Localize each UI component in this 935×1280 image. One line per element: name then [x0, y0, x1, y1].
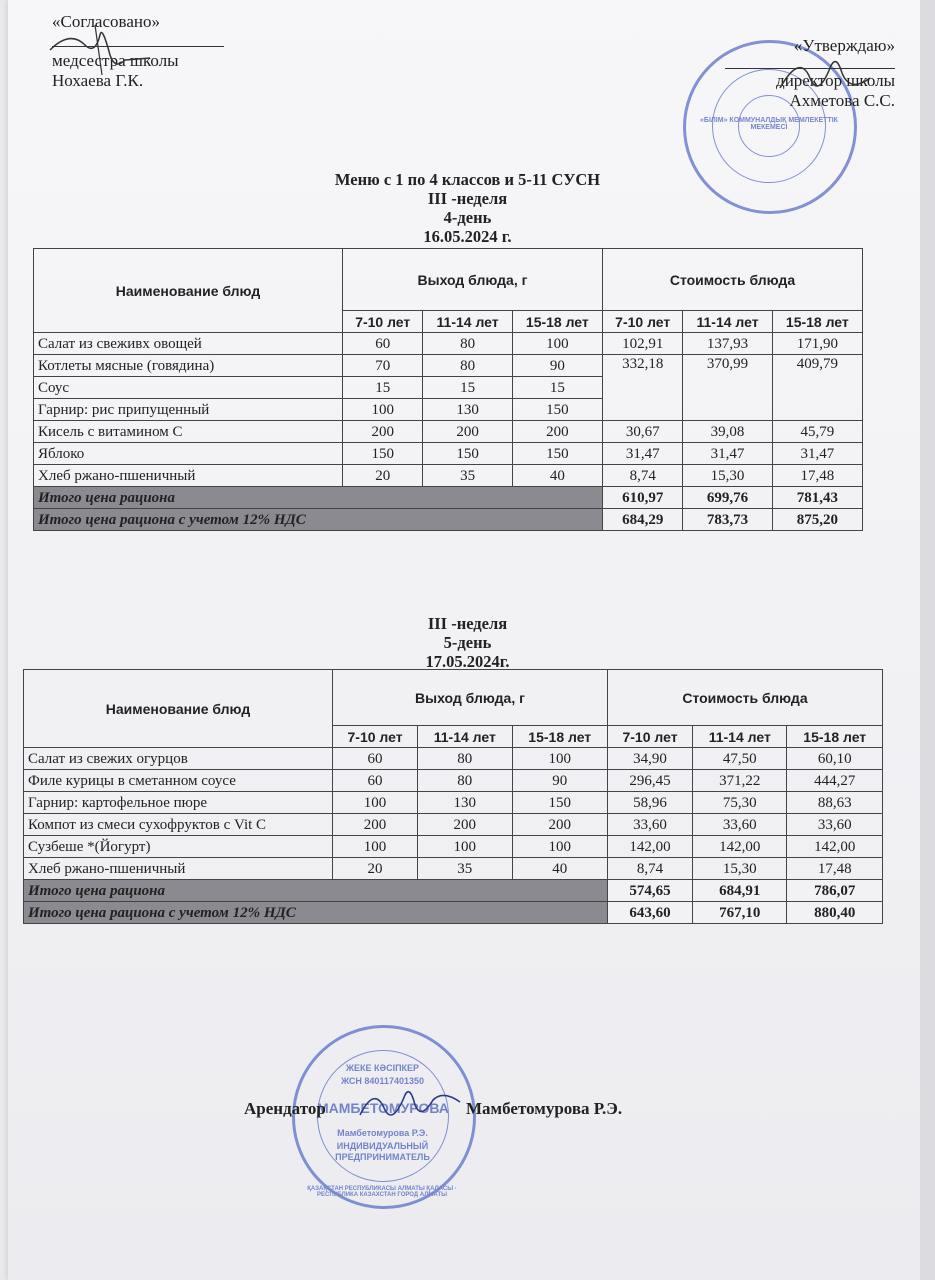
weight-cell: 100 — [333, 836, 418, 858]
weight-cell: 150 — [512, 443, 602, 465]
weight-cell: 70 — [343, 355, 423, 377]
cost-cell: 137,93 — [683, 333, 772, 355]
approved-label: «Согласовано» — [52, 12, 160, 31]
dish-name: Салат из свежих огурцов — [24, 748, 333, 770]
table-row — [34, 355, 863, 377]
weight-cell: 150 — [512, 399, 602, 421]
weight-cell: 130 — [423, 399, 512, 421]
age-col: 11-14 лет — [683, 311, 772, 333]
weight-cell: 90 — [512, 770, 607, 792]
cost-cell: 58,96 — [607, 792, 692, 814]
dish-name: Хлеб ржано-пшеничный — [24, 858, 333, 880]
cost-cell: 142,00 — [693, 836, 787, 858]
total-vat-label: Итого цена рациона с учетом 12% НДС — [34, 509, 603, 531]
approver-position: директор школы — [776, 71, 895, 90]
total-cell: 574,65 — [607, 880, 692, 902]
table-row — [24, 770, 883, 792]
dish-name: Гарнир: картофельное пюре — [24, 792, 333, 814]
menu-heading: Меню с 1 по 4 классов и 5-11 СУСН — [334, 170, 601, 189]
col-weight: Выход блюда, г — [343, 249, 603, 311]
age-col: 11-14 лет — [423, 311, 512, 333]
age-col: 15-18 лет — [512, 726, 607, 748]
cost-cell: 31,47 — [772, 443, 862, 465]
age-col: 15-18 лет — [512, 311, 602, 333]
age-col: 7-10 лет — [343, 311, 423, 333]
cost-cell: 409,79 — [772, 355, 862, 421]
dish-name: Соус — [34, 377, 343, 399]
date-label: 16.05.2024 г. — [423, 227, 512, 246]
table-row — [24, 792, 883, 814]
cost-cell: 171,90 — [772, 333, 862, 355]
cost-cell: 142,00 — [607, 836, 692, 858]
stamp-line: ЖЕКЕ КӘСІПКЕР — [345, 1063, 420, 1073]
dish-name: Хлеб ржано-пшеничный — [34, 465, 343, 487]
weight-cell: 150 — [512, 792, 607, 814]
age-col: 11-14 лет — [693, 726, 787, 748]
cost-cell: 142,00 — [787, 836, 883, 858]
total-label: Итого цена рациона — [24, 880, 608, 902]
weight-cell: 200 — [418, 814, 512, 836]
weight-cell: 35 — [423, 465, 512, 487]
total-vat-cell: 643,60 — [607, 902, 692, 924]
approver-position: медсестра школы — [52, 51, 179, 70]
lessee-label: Арендатор — [244, 1099, 326, 1118]
total-label: Итого цена рациона — [34, 487, 603, 509]
cost-cell: 47,50 — [693, 748, 787, 770]
weight-cell: 20 — [343, 465, 423, 487]
weight-cell: 100 — [418, 836, 512, 858]
total-vat-row — [24, 902, 883, 924]
week-label: III -неделя — [427, 189, 508, 208]
dish-name: Кисель с витамином С — [34, 421, 343, 443]
weight-cell: 35 — [418, 858, 512, 880]
weight-cell: 15 — [423, 377, 512, 399]
weight-cell: 130 — [418, 792, 512, 814]
cost-cell: 34,90 — [607, 748, 692, 770]
age-col: 15-18 лет — [772, 311, 862, 333]
cost-cell: 17,48 — [772, 465, 862, 487]
cost-cell: 33,60 — [607, 814, 692, 836]
stamp-brand: МАМБЕТОМУРОВА — [317, 1100, 449, 1116]
weight-cell: 100 — [512, 836, 607, 858]
total-cell: 781,43 — [772, 487, 862, 509]
signature-lessee-icon — [355, 1080, 465, 1130]
approver-name: Нохаева Г.К. — [52, 71, 144, 90]
day1-title — [0, 170, 935, 246]
dish-name: Салат из свеживх овощей — [34, 333, 343, 355]
total-cell: 684,91 — [693, 880, 787, 902]
total-vat-cell: 783,73 — [683, 509, 772, 531]
approver-name: Ахметова С.С. — [789, 91, 895, 110]
cost-cell: 370,99 — [683, 355, 772, 421]
weight-cell: 100 — [343, 399, 423, 421]
cost-cell: 33,60 — [787, 814, 883, 836]
col-cost: Стоимость блюда — [607, 670, 882, 726]
cost-cell: 60,10 — [787, 748, 883, 770]
dish-name: Котлеты мясные (говядина) — [34, 355, 343, 377]
table-row — [34, 421, 863, 443]
weight-cell: 200 — [512, 421, 602, 443]
school-stamp-text: «БІЛІМ» КОММУНАЛДЫҚ МЕМЛЕКЕТТІК МЕКЕМЕСІ — [700, 117, 838, 131]
weight-cell: 60 — [333, 770, 418, 792]
total-vat-cell: 767,10 — [693, 902, 787, 924]
age-col: 7-10 лет — [333, 726, 418, 748]
total-cell: 699,76 — [683, 487, 772, 509]
weight-cell: 200 — [343, 421, 423, 443]
cost-cell: 15,30 — [693, 858, 787, 880]
weight-cell: 200 — [423, 421, 512, 443]
cost-cell: 8,74 — [607, 858, 692, 880]
table-row — [24, 858, 883, 880]
age-col: 11-14 лет — [418, 726, 512, 748]
weight-cell: 80 — [423, 333, 512, 355]
cost-cell: 102,91 — [602, 333, 682, 355]
signature-left-icon — [40, 20, 160, 80]
cost-cell: 31,47 — [683, 443, 772, 465]
signature-right-icon — [770, 48, 880, 108]
cost-cell: 17,48 — [787, 858, 883, 880]
date-label: 17.05.2024г. — [425, 652, 510, 671]
day2-menu-table — [23, 669, 883, 924]
cost-cell: 371,22 — [693, 770, 787, 792]
col-dish-name: Наименование блюд — [34, 249, 343, 333]
total-vat-row — [34, 509, 863, 531]
weight-cell: 100 — [333, 792, 418, 814]
cost-cell: 8,74 — [602, 465, 682, 487]
cost-cell: 75,30 — [693, 792, 787, 814]
weight-cell: 100 — [512, 748, 607, 770]
cost-cell: 444,27 — [787, 770, 883, 792]
cost-cell: 88,63 — [787, 792, 883, 814]
total-vat-cell: 684,29 — [602, 509, 682, 531]
approved-label: «Утверждаю» — [793, 36, 895, 55]
cost-cell: 33,60 — [693, 814, 787, 836]
weight-cell: 200 — [333, 814, 418, 836]
weight-cell: 150 — [423, 443, 512, 465]
dish-name: Филе курицы в сметанном соусе — [24, 770, 333, 792]
weight-cell: 200 — [512, 814, 607, 836]
col-cost: Стоимость блюда — [602, 249, 862, 311]
dish-name: Сузбеше *(Йогурт) — [24, 836, 333, 858]
weight-cell: 80 — [418, 770, 512, 792]
total-cell: 786,07 — [787, 880, 883, 902]
weight-cell: 60 — [343, 333, 423, 355]
stamp-ring-text: ҚАЗАҚСТАН РЕСПУБЛИКАСЫ АЛМАТЫ ҚАЛАСЫ · РЕСПУБЛИКА КАЗАХСТАН ГОРОД АЛМАТЫ — [307, 1186, 457, 1198]
stamp-line: Мамбетомурова Р.Э. — [337, 1128, 428, 1138]
weight-cell: 90 — [512, 355, 602, 377]
cost-cell: 30,67 — [602, 421, 682, 443]
week-label: III -неделя — [427, 614, 508, 633]
total-vat-label: Итого цена рациона с учетом 12% НДС — [24, 902, 608, 924]
age-col: 7-10 лет — [602, 311, 682, 333]
day-label: 5-день — [443, 633, 492, 652]
weight-cell: 80 — [423, 355, 512, 377]
day2-title — [0, 614, 935, 671]
day-label: 4-день — [443, 208, 492, 227]
table-row — [24, 748, 883, 770]
table-row — [34, 443, 863, 465]
dish-name: Гарнир: рис припущенный — [34, 399, 343, 421]
dish-name: Яблоко — [34, 443, 343, 465]
table-row — [34, 333, 863, 355]
cost-cell: 332,18 — [602, 355, 682, 421]
table-row — [24, 836, 883, 858]
total-cell: 610,97 — [602, 487, 682, 509]
col-dish-name: Наименование блюд — [24, 670, 333, 748]
col-weight: Выход блюда, г — [333, 670, 608, 726]
weight-cell: 40 — [512, 465, 602, 487]
table-row — [34, 465, 863, 487]
weight-cell: 80 — [418, 748, 512, 770]
day1-menu-table — [33, 248, 863, 531]
cost-cell: 31,47 — [602, 443, 682, 465]
total-row — [34, 487, 863, 509]
total-row — [24, 880, 883, 902]
weight-cell: 100 — [512, 333, 602, 355]
stamp-line: ИНДИВИДУАЛЬНЫЙ ПРЕДПРИНИМАТЕЛЬ — [335, 1141, 430, 1162]
dish-name: Компот из смеси сухофруктов с Vit C — [24, 814, 333, 836]
cost-cell: 15,30 — [683, 465, 772, 487]
cost-cell: 296,45 — [607, 770, 692, 792]
weight-cell: 15 — [512, 377, 602, 399]
age-col: 15-18 лет — [787, 726, 883, 748]
table-row — [24, 814, 883, 836]
lessee-name: Мамбетомурова Р.Э. — [466, 1099, 623, 1118]
weight-cell: 150 — [343, 443, 423, 465]
stamp-line: ЖСН 840117401350 — [341, 1076, 424, 1086]
weight-cell: 15 — [343, 377, 423, 399]
cost-cell: 45,79 — [772, 421, 862, 443]
total-vat-cell: 875,20 — [772, 509, 862, 531]
weight-cell: 20 — [333, 858, 418, 880]
total-vat-cell: 880,40 — [787, 902, 883, 924]
weight-cell: 60 — [333, 748, 418, 770]
age-col: 7-10 лет — [607, 726, 692, 748]
cost-cell: 39,08 — [683, 421, 772, 443]
weight-cell: 40 — [512, 858, 607, 880]
